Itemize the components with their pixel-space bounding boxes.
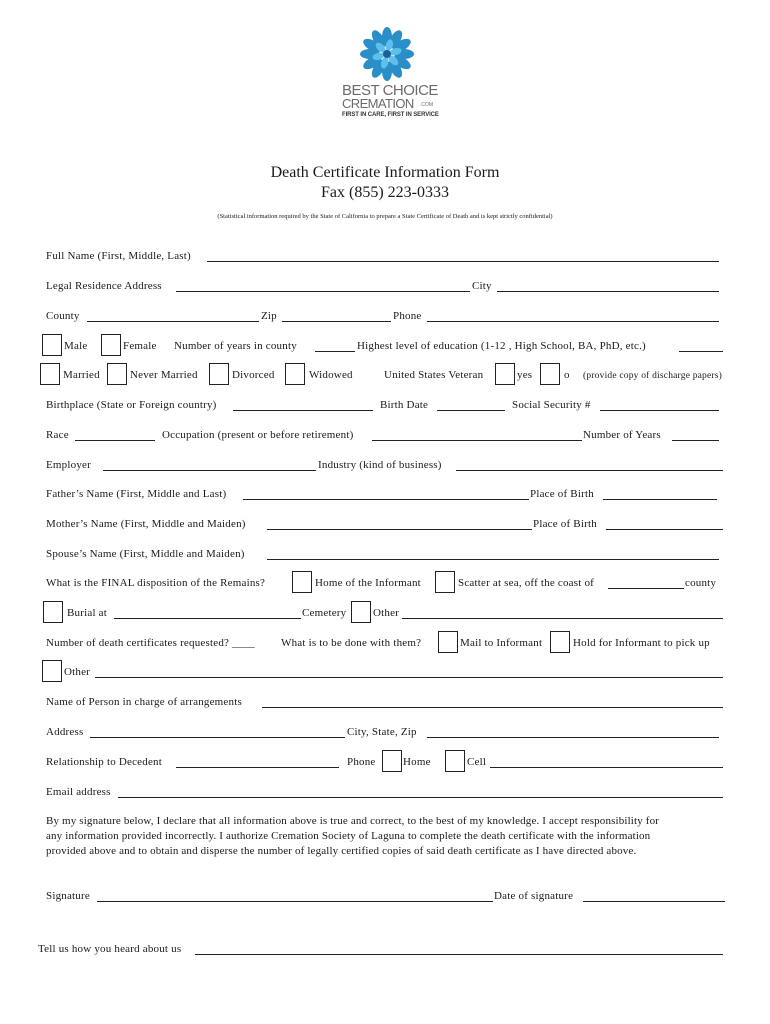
cell-phone-field[interactable] bbox=[490, 767, 723, 768]
mail-informant-checkbox[interactable] bbox=[438, 631, 458, 653]
never-married-checkbox[interactable] bbox=[107, 363, 127, 385]
father-birthplace-label: Place of Birth bbox=[530, 488, 594, 500]
father-birthplace-field[interactable] bbox=[603, 499, 717, 500]
scatter-at-sea-checkbox[interactable] bbox=[435, 571, 455, 593]
zip-field[interactable] bbox=[282, 321, 391, 322]
city-label: City bbox=[472, 280, 492, 292]
occupation-label: Occupation (present or before retirement) bbox=[162, 429, 354, 441]
veteran-yes-label: yes bbox=[517, 369, 533, 381]
what-done-label: What is to be done with them? bbox=[281, 637, 422, 649]
legal-address-label: Legal Residence Address bbox=[46, 280, 162, 292]
discharge-note: (provide copy of discharge papers) bbox=[583, 371, 723, 381]
city-state-zip-field[interactable] bbox=[427, 737, 719, 738]
spouse-label: Spouse’s Name (First, Middle and Maiden) bbox=[46, 548, 245, 560]
phone-label: Phone bbox=[393, 310, 422, 322]
company-logo bbox=[340, 26, 460, 122]
email-field[interactable] bbox=[118, 797, 723, 798]
father-label: Father’s Name (First, Middle and Last) bbox=[46, 488, 227, 500]
logo-line2: CREMATION bbox=[342, 96, 414, 111]
disposition-label: What is the FINAL disposition of the Remains? bbox=[46, 577, 266, 589]
race-field[interactable] bbox=[75, 440, 155, 441]
city-field[interactable] bbox=[497, 291, 719, 292]
mail-informant-label: Mail to Informant bbox=[460, 637, 543, 649]
widowed-checkbox[interactable] bbox=[285, 363, 305, 385]
widowed-label: Widowed bbox=[309, 369, 353, 381]
other-handling-label: Other bbox=[64, 666, 91, 678]
education-label: Highest level of education (1-12 , High School, BA, PhD, etc.) bbox=[357, 340, 646, 352]
mother-label: Mother’s Name (First, Middle and Maiden) bbox=[46, 518, 246, 530]
heard-about-label: Tell us how you heard about us bbox=[38, 943, 182, 955]
num-certificates-label: Number of death certificates requested? ____ bbox=[46, 637, 255, 649]
date-signature-field[interactable] bbox=[583, 901, 725, 902]
logo-tagline: FIRST IN CARE, FIRST IN SERVICE bbox=[342, 112, 439, 118]
email-label: Email address bbox=[46, 786, 111, 798]
father-field[interactable] bbox=[243, 499, 529, 500]
other-handling-checkbox[interactable] bbox=[42, 660, 62, 682]
mother-field[interactable] bbox=[267, 529, 532, 530]
ssn-label: Social Security # bbox=[512, 399, 591, 411]
signature-label: Signature bbox=[46, 890, 90, 902]
ssn-field[interactable] bbox=[600, 410, 719, 411]
contact-phone-label: Phone bbox=[347, 756, 376, 768]
address-field[interactable] bbox=[90, 737, 345, 738]
form-title: Death Certificate Information Form bbox=[270, 164, 500, 181]
other-disposition-checkbox[interactable] bbox=[351, 601, 371, 623]
mother-birthplace-label: Place of Birth bbox=[533, 518, 597, 530]
married-label: Married bbox=[63, 369, 100, 381]
declaration-line-3: provided above and to obtain and disperse the number of legally certified copies of said death certificate as I have directed above. bbox=[46, 845, 637, 857]
home-phone-label: Home bbox=[403, 756, 431, 768]
county-label: County bbox=[46, 310, 80, 322]
scatter-at-sea-label: Scatter at sea, off the coast of bbox=[458, 577, 595, 589]
employer-field[interactable] bbox=[103, 470, 316, 471]
female-checkbox[interactable] bbox=[101, 334, 121, 356]
industry-label: Industry (kind of business) bbox=[318, 459, 442, 471]
city-state-zip-label: City, State, Zip bbox=[347, 726, 417, 738]
education-field[interactable] bbox=[679, 351, 723, 352]
person-in-charge-field[interactable] bbox=[262, 707, 723, 708]
person-in-charge-label: Name of Person in charge of arrangements bbox=[46, 696, 242, 708]
birth-date-label: Birth Date bbox=[380, 399, 429, 411]
hold-informant-label: Hold for Informant to pick up bbox=[573, 637, 710, 649]
address-label: Address bbox=[46, 726, 84, 738]
male-label: Male bbox=[64, 340, 88, 352]
full-name-label: Full Name (First, Middle, Last) bbox=[46, 250, 191, 262]
married-checkbox[interactable] bbox=[40, 363, 60, 385]
female-label: Female bbox=[123, 340, 157, 352]
spouse-field[interactable] bbox=[267, 559, 719, 560]
never-married-label: Never Married bbox=[130, 369, 198, 381]
birthplace-field[interactable] bbox=[233, 410, 373, 411]
declaration-line-2: any information provided incorrectly. I authorize Cremation Society of Laguna to complete the death certificate with the information bbox=[46, 830, 651, 842]
declaration-line-1: By my signature below, I declare that all information above is true and correct, to the best of my knowledge. I accept responsibility for bbox=[46, 815, 660, 827]
legal-address-field[interactable] bbox=[176, 291, 470, 292]
relationship-field[interactable] bbox=[176, 767, 339, 768]
divorced-label: Divorced bbox=[232, 369, 275, 381]
other-disposition-label: Other bbox=[373, 607, 400, 619]
logo-dotcom: .COM bbox=[420, 102, 434, 108]
logo-line1: BEST CHOICE bbox=[342, 82, 438, 99]
other-handling-field[interactable] bbox=[95, 677, 723, 678]
relationship-label: Relationship to Decedent bbox=[46, 756, 162, 768]
veteran-yes-checkbox[interactable] bbox=[495, 363, 515, 385]
number-years-label: Number of Years bbox=[583, 429, 661, 441]
industry-field[interactable] bbox=[456, 470, 723, 471]
mother-birthplace-field[interactable] bbox=[606, 529, 723, 530]
other-disposition-field[interactable] bbox=[402, 618, 723, 619]
date-signature-label: Date of signature bbox=[494, 890, 574, 902]
signature-field[interactable] bbox=[97, 901, 493, 902]
home-informant-label: Home of the Informant bbox=[315, 577, 421, 589]
home-informant-checkbox[interactable] bbox=[292, 571, 312, 593]
veteran-label: United States Veteran bbox=[384, 369, 484, 381]
burial-checkbox[interactable] bbox=[43, 601, 63, 623]
county-field[interactable] bbox=[87, 321, 259, 322]
number-years-field[interactable] bbox=[672, 440, 719, 441]
cell-phone-label: Cell bbox=[467, 756, 487, 768]
flower-logo-icon bbox=[357, 26, 417, 82]
male-checkbox[interactable] bbox=[42, 334, 62, 356]
race-label: Race bbox=[46, 429, 69, 441]
phone-field[interactable] bbox=[427, 321, 719, 322]
burial-field[interactable] bbox=[114, 618, 301, 619]
hold-informant-checkbox[interactable] bbox=[550, 631, 570, 653]
full-name-field[interactable] bbox=[207, 261, 719, 262]
cell-phone-checkbox[interactable] bbox=[445, 750, 465, 772]
employer-label: Employer bbox=[46, 459, 91, 471]
veteran-no-label: o bbox=[564, 369, 570, 381]
years-in-county-label: Number of years in county bbox=[174, 340, 297, 352]
birth-date-field[interactable] bbox=[437, 410, 505, 411]
confidential-note: (Statistical information required by the State of California to prepare a State Certificate of Death and is kept strictly confidential) bbox=[217, 213, 553, 220]
divorced-checkbox[interactable] bbox=[209, 363, 229, 385]
county-suffix-label: county bbox=[685, 577, 717, 589]
years-in-county-field[interactable] bbox=[315, 351, 355, 352]
zip-label: Zip bbox=[261, 310, 277, 322]
cemetery-label: Cemetery bbox=[302, 607, 347, 619]
burial-label: Burial at bbox=[67, 607, 107, 619]
home-phone-checkbox[interactable] bbox=[382, 750, 402, 772]
veteran-no-checkbox[interactable] bbox=[540, 363, 560, 385]
fax-number: Fax (855) 223-0333 bbox=[321, 184, 449, 201]
birthplace-label: Birthplace (State or Foreign country) bbox=[46, 399, 217, 411]
occupation-field[interactable] bbox=[372, 440, 582, 441]
scatter-county-field[interactable] bbox=[608, 588, 684, 589]
heard-about-field[interactable] bbox=[195, 954, 723, 955]
